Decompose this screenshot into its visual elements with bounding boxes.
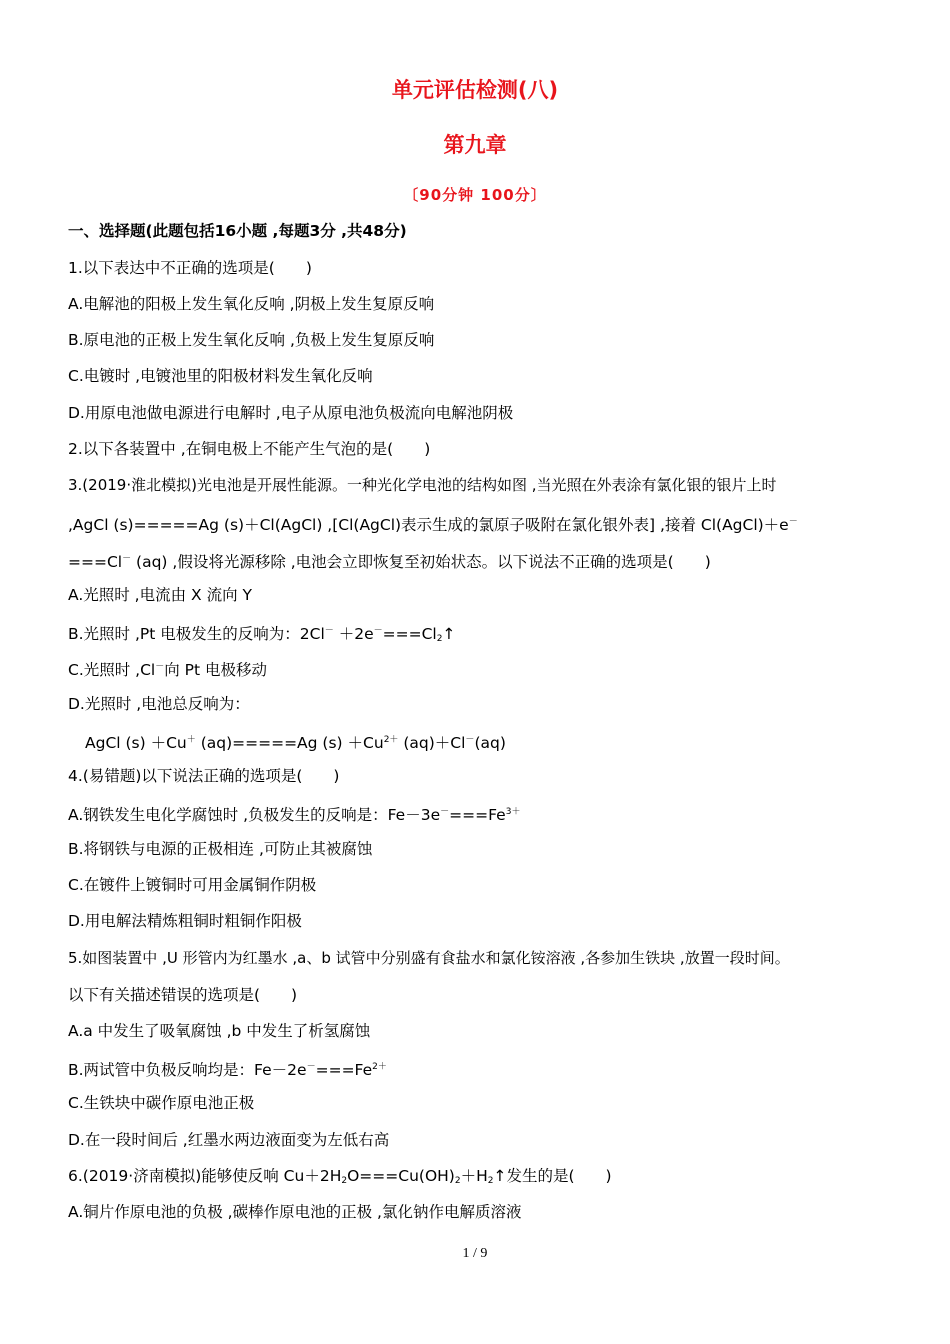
q3-line3-a: ===Cl (68, 553, 123, 571)
q3-option-b (68, 620, 455, 650)
q3-eq-c: (aq)＋Cl (398, 734, 466, 752)
q5-b-a: B.两试管中负极反响均是：Fe－2e (68, 1061, 307, 1079)
q3-eq-sup2: 2＋ (383, 735, 399, 745)
q4-option-a (68, 801, 520, 826)
q6-stem-b: O===Cu(OH) (347, 1167, 455, 1185)
q4-a-a: A.钢铁发生电化学腐蚀时 ,负极发生的反响是：Fe－3e (68, 806, 441, 824)
document-title: 单元评估检测(八) (391, 78, 559, 102)
q1-option-a: A.电解池的阳极上发生氧化反响 ,阴极上发生复原反响 (68, 295, 435, 313)
q4-a-b: ===Fe (449, 806, 506, 824)
q3-line3-sup: － (122, 554, 132, 564)
q6-stem-c: ＋H (460, 1167, 488, 1185)
page-number: 1 / 9 (462, 1246, 488, 1261)
q3-eq-d: (aq) (474, 734, 506, 752)
q3-b-sub: 2 (436, 634, 443, 644)
q3-line2-sup: － (788, 517, 798, 527)
q1-option-b: B.原电池的正极上发生氧化反响 ,负极上发生复原反响 (68, 331, 435, 349)
q5-option-d: D.在一段时间后 ,红墨水两边液面变为左低右高 (68, 1131, 390, 1149)
q3-b-a: B.光照时 ,Pt 电极发生的反响为：2Cl (68, 625, 325, 643)
q3-option-c (68, 656, 267, 681)
q1-option-d: D.用原电池做电源进行电解时 ,电子从原电池负极流向电解池阴极 (68, 404, 514, 422)
q3-c-b: 向 Pt 电极移动 (164, 661, 268, 679)
q6-stem (68, 1165, 612, 1192)
q5-stem-line1: 5.如图装置中 ,U 形管内为红墨水 ,a、b 试管中分别盛有食盐水和氯化铵溶液 ,各参加生铁块 ,放置一段时间。 (68, 949, 790, 967)
q5-b-sup2: 2＋ (372, 1062, 387, 1072)
q4-option-b: B.将钢铁与电源的正极相连 ,可防止其被腐蚀 (68, 840, 373, 858)
q5-option-a: A.a 中发生了吸氧腐蚀 ,b 中发生了析氢腐蚀 (68, 1022, 371, 1040)
q3-b-sup2: － (373, 626, 383, 636)
q1-option-c: C.电镀时 ,电镀池里的阳极材料发生氧化反响 (68, 367, 373, 385)
q3-stem-line1: 3.(2019·淮北模拟)光电池是开展性能源。一种光化学电池的结构如图 ,当光照在外表涂有氯化银的银片上时 (68, 476, 777, 494)
q6-option-a: A.铜片作原电池的负极 ,碳棒作原电池的正极 ,氯化钠作电解质溶液 (68, 1203, 522, 1221)
q5-stem-line2: 以下有关描述错误的选项是( ) (68, 986, 298, 1004)
q3-line3-b: (aq) ,假设将光源移除 ,电池会立即恢复至初始状态。以下说法不正确的选项是( ) (131, 553, 711, 571)
q3-b-c: ===Cl (382, 625, 437, 643)
q5-b-b: ===Fe (315, 1061, 373, 1079)
q6-stem-sub3: 2 (487, 1176, 494, 1186)
q6-stem-d: ↑发生的是( ) (493, 1167, 612, 1185)
q3-b-b: ＋2e (333, 625, 374, 643)
q3-eq-sup3: － (465, 735, 475, 745)
section-heading: 一、选择题(此题包括16小题 ,每题3分 ,共48分) (68, 222, 407, 240)
q3-line2-text: ,AgCl (s)=====Ag (s)＋Cl(AgCl) ,[Cl(AgCl)表示生成的氯原子吸附在氯化银外表] ,接着 Cl(AgCl)＋e (68, 516, 789, 534)
q3-c-sup: － (155, 662, 165, 672)
q6-stem-a: 6.(2019·济南模拟)能够使反响 Cu＋2H (68, 1167, 342, 1185)
q5-option-b (68, 1056, 387, 1081)
q4-a-sup1: － (440, 807, 450, 817)
q6-stem-sub2: 2 (454, 1176, 461, 1186)
q5-option-c: C.生铁块中碳作原电池正极 (68, 1094, 255, 1112)
q3-option-d: D.光照时 ,电池总反响为： (68, 695, 250, 713)
q3-option-a: A.光照时 ,电流由 X 流向 Y (68, 586, 252, 604)
q3-equation (85, 729, 506, 754)
time-score: 〔90分钟 100分〕 (403, 186, 547, 204)
q3-stem-line2 (68, 511, 798, 536)
q3-b-d: ↑ (442, 625, 456, 643)
q6-stem-sub1: 2 (341, 1176, 348, 1186)
q5-b-sup1: － (306, 1062, 316, 1072)
q4-option-c: C.在镀件上镀铜时可用金属铜作阴极 (68, 876, 317, 894)
q4-a-sup2: 3＋ (505, 807, 521, 817)
q4-option-d: D.用电解法精炼粗铜时粗铜作阳极 (68, 912, 302, 930)
q3-eq-a: AgCl (s) ＋Cu (85, 734, 187, 752)
q3-eq-sup1: ＋ (186, 735, 196, 745)
chapter-title: 第九章 (443, 133, 507, 157)
q4-stem: 4.(易错题)以下说法正确的选项是( ) (68, 767, 340, 785)
q2-stem: 2.以下各装置中 ,在铜电极上不能产生气泡的是( ) (68, 440, 431, 458)
q3-stem-line3 (68, 548, 711, 573)
q3-c-a: C.光照时 ,Cl (68, 661, 156, 679)
q3-b-sup1: － (324, 626, 334, 636)
q3-eq-b: (aq)=====Ag (s) ＋Cu (195, 734, 384, 752)
q1-stem: 1.以下表达中不正确的选项是( ) (68, 259, 312, 277)
